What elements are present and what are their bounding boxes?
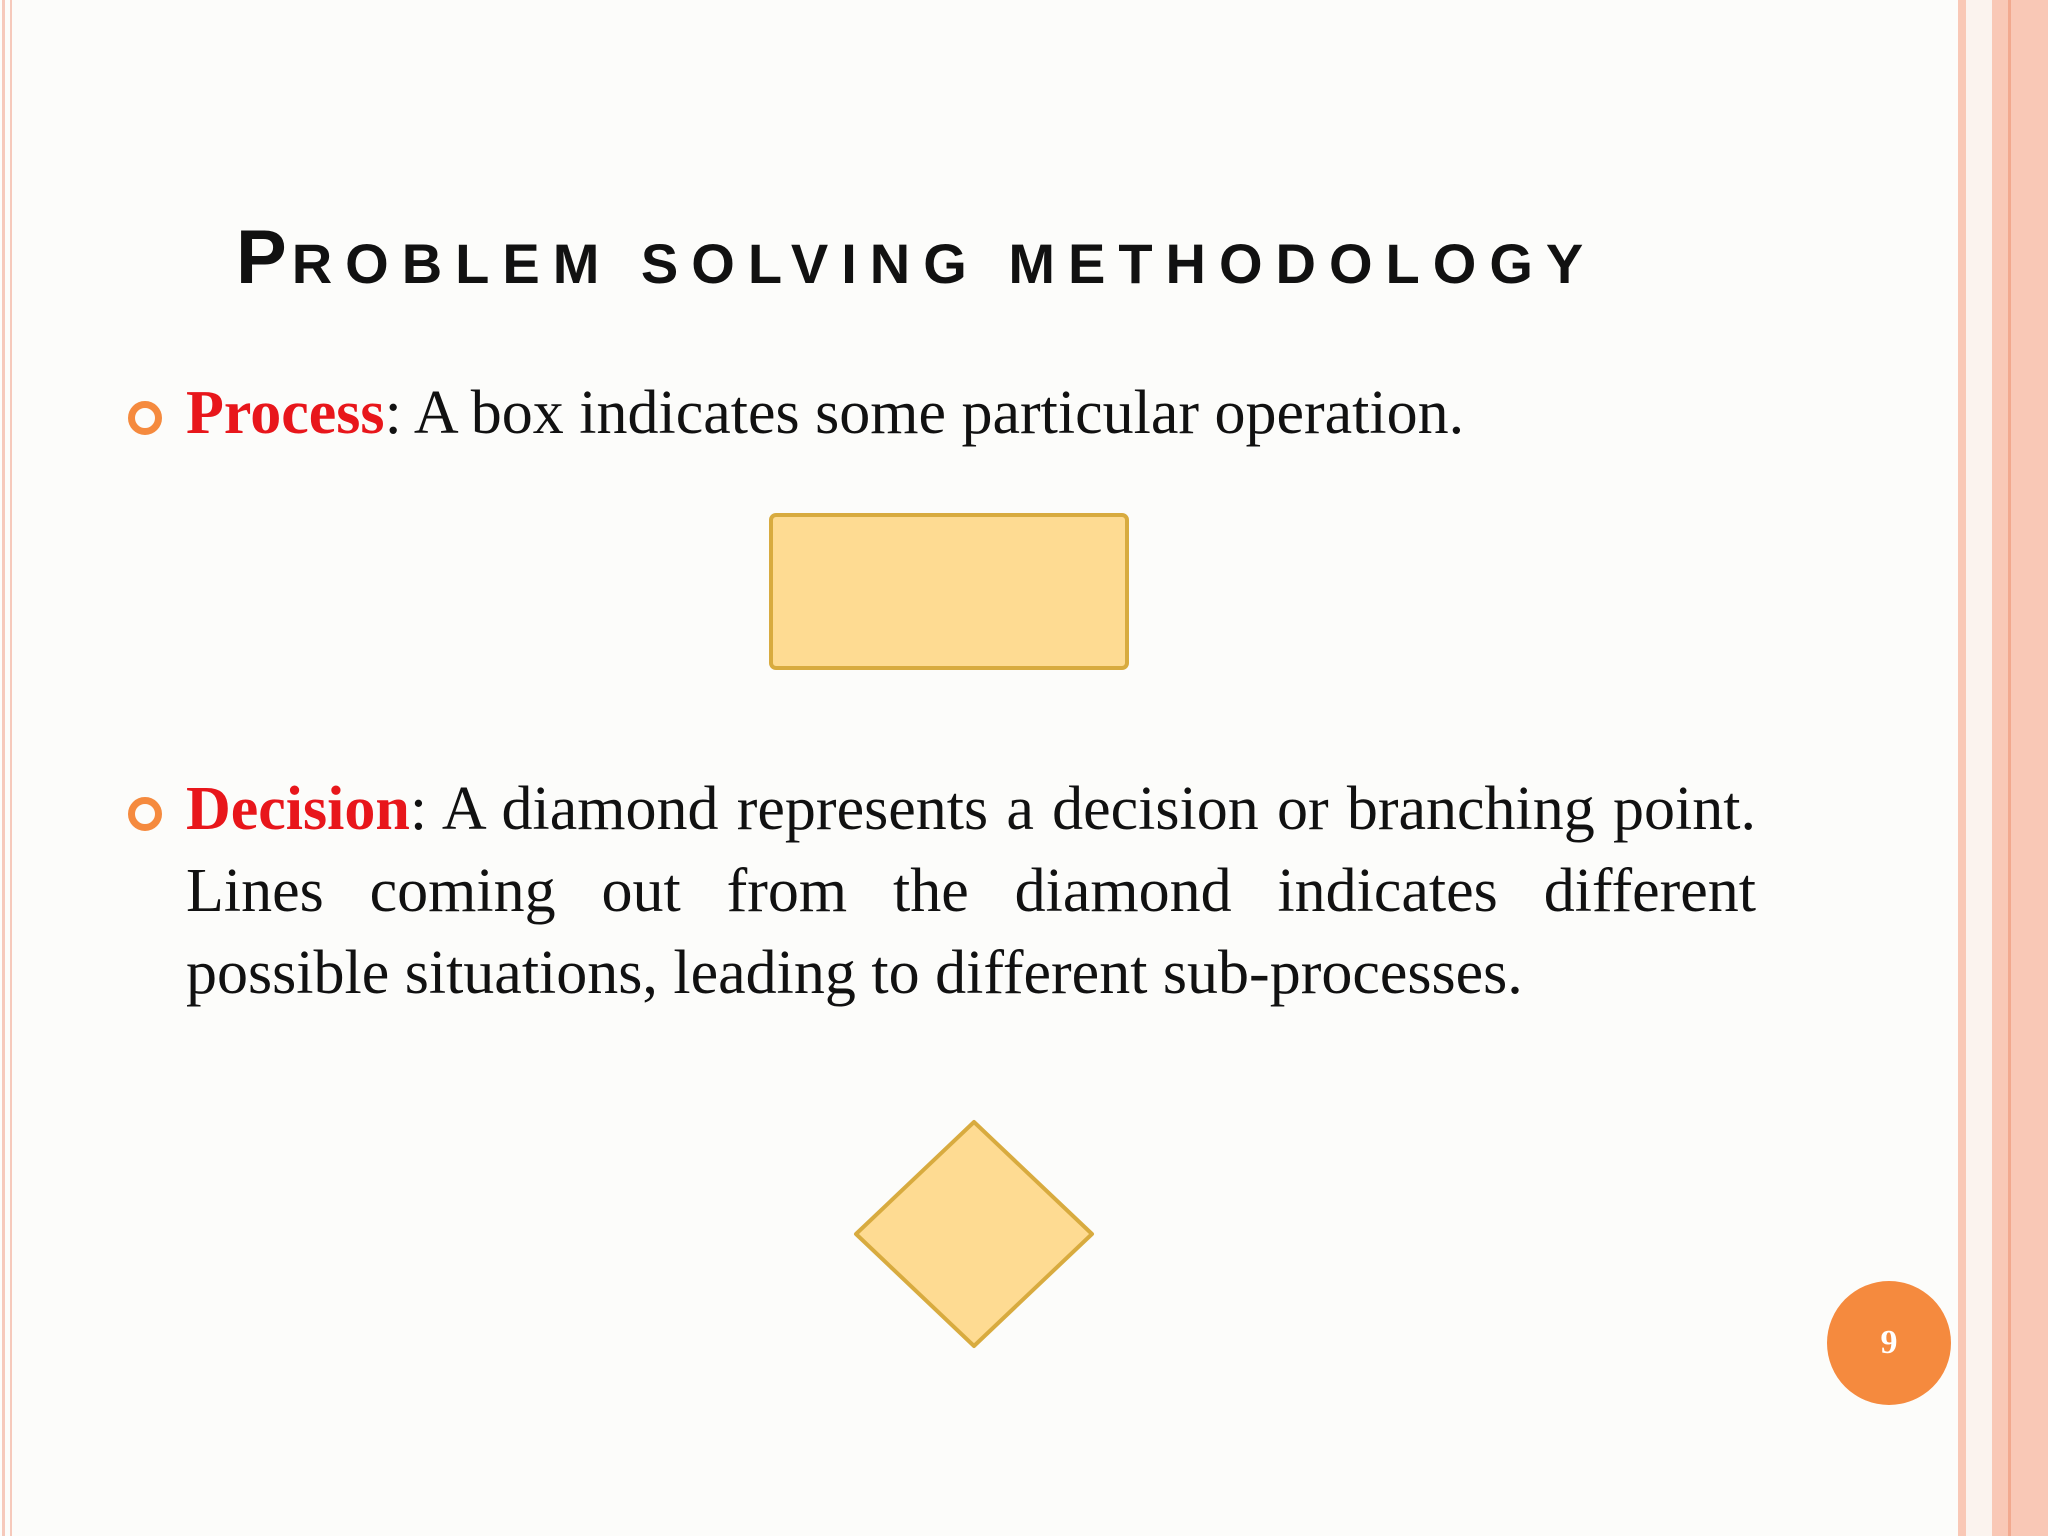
bullet-process: [186, 372, 1756, 454]
right-border-line: [2008, 0, 2011, 1536]
bullet-ring-icon: [128, 401, 162, 435]
left-border-line: [2, 0, 5, 1536]
process-box-shape: [769, 513, 1129, 670]
title-initial: P: [236, 215, 292, 300]
bullet-ring-icon: [128, 797, 162, 831]
bullet-process-text: : A box indicates some particular operation.: [384, 379, 1465, 447]
page-number: 9: [1880, 1324, 1898, 1361]
left-border-line-inner: [10, 0, 12, 1536]
bullet-decision-text: : A diamond represents a decision or branching point. Lines coming out from the diamond indicates different possible situations, leading to different sub-processes.: [186, 775, 1756, 1007]
term-decision: Decision: [186, 775, 410, 843]
decision-diamond-shape: [852, 1118, 1096, 1350]
term-process: Process: [186, 379, 385, 447]
slide-title: [236, 214, 1596, 301]
page-number-badge: [1827, 1281, 1951, 1405]
bullet-decision: [186, 768, 1756, 1014]
title-rest: ROBLEM SOLVING METHODOLOGY: [291, 232, 1597, 295]
right-border-inner-strip: [1966, 0, 1992, 1536]
